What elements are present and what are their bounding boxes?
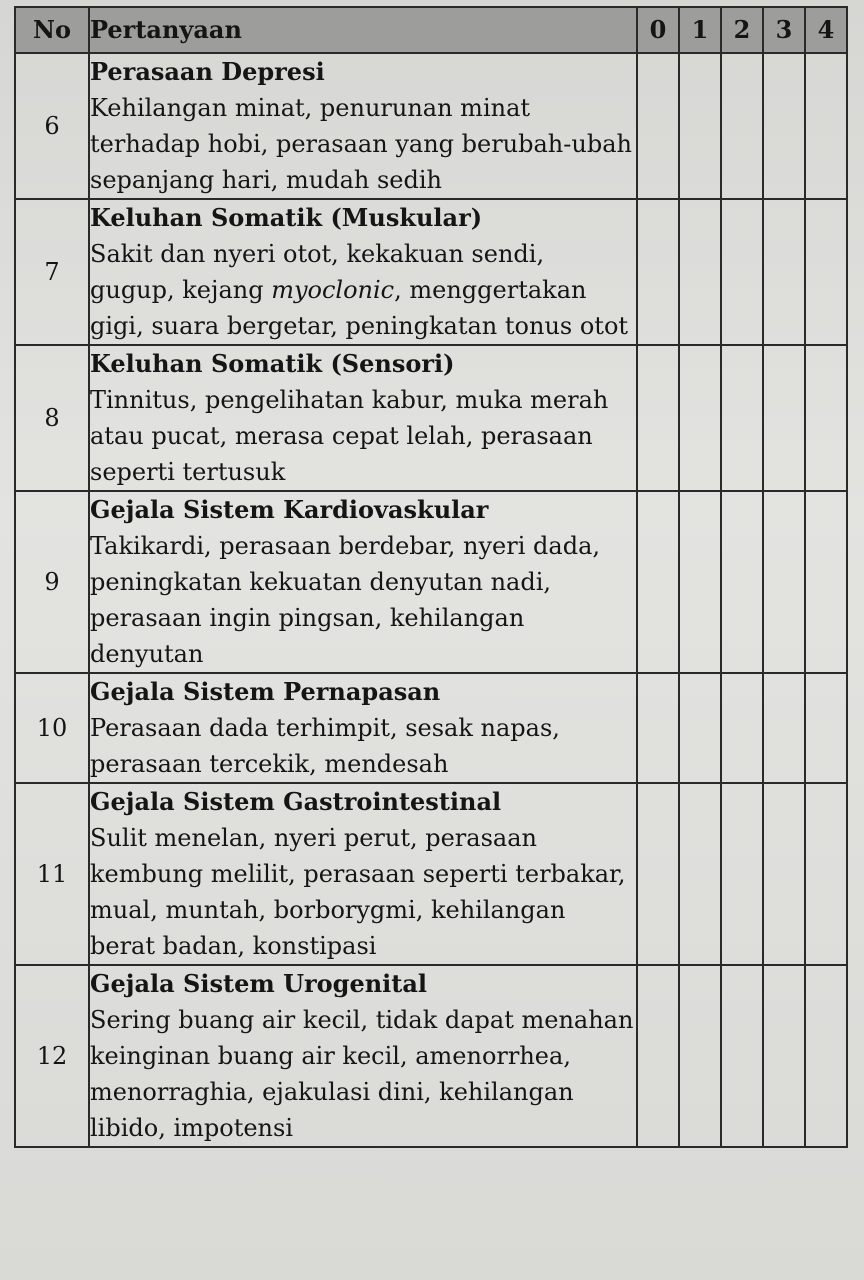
- question-title: Gejala Sistem Pernapasan: [90, 677, 441, 706]
- row-number: 6: [15, 53, 89, 199]
- score-cell-1[interactable]: [679, 53, 721, 199]
- question-cell: [89, 673, 637, 783]
- questionnaire-table: [14, 6, 848, 1148]
- score-cell-2[interactable]: [721, 491, 763, 673]
- score-cell-3[interactable]: [763, 673, 805, 783]
- score-cell-1[interactable]: [679, 965, 721, 1147]
- question-cell: [89, 199, 637, 345]
- question-description: Takikardi, perasaan berdebar, nyeri dada, peningkatan kekuatan denyutan nadi, perasaan ingin pingsan, kehilangan denyutan: [90, 532, 600, 668]
- question-description: Kehilangan minat, penurunan minat terhadap hobi, perasaan yang berubah-ubah sepanjang hari, mudah sedih: [90, 94, 632, 194]
- row-number: 8: [15, 345, 89, 491]
- score-cell-1[interactable]: [679, 345, 721, 491]
- table-row: [15, 345, 847, 491]
- score-cell-0[interactable]: [637, 783, 679, 965]
- table-row: [15, 491, 847, 673]
- score-cell-3[interactable]: [763, 783, 805, 965]
- header-score-3: 3: [763, 7, 805, 53]
- description-italic-term: myoclonic: [271, 276, 395, 304]
- score-cell-4[interactable]: [805, 199, 847, 345]
- score-cell-3[interactable]: [763, 345, 805, 491]
- score-cell-1[interactable]: [679, 491, 721, 673]
- score-cell-2[interactable]: [721, 53, 763, 199]
- row-number: 11: [15, 783, 89, 965]
- score-cell-0[interactable]: [637, 965, 679, 1147]
- header-question: Pertanyaan: [89, 7, 637, 53]
- table-row: [15, 199, 847, 345]
- row-number: 9: [15, 491, 89, 673]
- question-title: Gejala Sistem Urogenital: [90, 969, 428, 998]
- score-cell-2[interactable]: [721, 783, 763, 965]
- score-cell-3[interactable]: [763, 491, 805, 673]
- description-text: , menggertakan gigi, suara bergetar, peningkatan tonus otot: [90, 276, 629, 340]
- table-row: [15, 53, 847, 199]
- table-row: [15, 783, 847, 965]
- score-cell-4[interactable]: [805, 345, 847, 491]
- table-row: [15, 673, 847, 783]
- question-cell: [89, 965, 637, 1147]
- score-cell-2[interactable]: [721, 673, 763, 783]
- score-cell-3[interactable]: [763, 965, 805, 1147]
- question-description: Perasaan dada terhimpit, sesak napas, perasaan tercekik, mendesah: [90, 714, 560, 778]
- question-cell: [89, 53, 637, 199]
- score-cell-4[interactable]: [805, 53, 847, 199]
- question-description: Tinnitus, pengelihatan kabur, muka merah atau pucat, merasa cepat lelah, perasaan seperti tertusuk: [90, 386, 609, 486]
- row-number: 7: [15, 199, 89, 345]
- score-cell-4[interactable]: [805, 673, 847, 783]
- score-cell-4[interactable]: [805, 783, 847, 965]
- header-score-2: 2: [721, 7, 763, 53]
- question-title: Gejala Sistem Kardiovaskular: [90, 495, 489, 524]
- row-number: 10: [15, 673, 89, 783]
- score-cell-4[interactable]: [805, 965, 847, 1147]
- score-cell-0[interactable]: [637, 199, 679, 345]
- score-cell-4[interactable]: [805, 491, 847, 673]
- score-cell-0[interactable]: [637, 491, 679, 673]
- score-cell-2[interactable]: [721, 199, 763, 345]
- question-title: Perasaan Depresi: [90, 57, 325, 86]
- question-description: Sering buang air kecil, tidak dapat menahan keinginan buang air kecil, amenorrhea, menorraghia, ejakulasi dini, kehilangan libido, impotensi: [90, 1006, 634, 1142]
- question-title: Keluhan Somatik (Muskular): [90, 203, 483, 232]
- header-score-4: 4: [805, 7, 847, 53]
- score-cell-3[interactable]: [763, 53, 805, 199]
- question-cell: [89, 491, 637, 673]
- description-text: Sakit dan nyeri otot, kekakuan sendi, gugup, kejang: [90, 240, 545, 304]
- table-header: [15, 7, 847, 53]
- header-no: No: [15, 7, 89, 53]
- score-cell-1[interactable]: [679, 783, 721, 965]
- question-description: Sulit menelan, nyeri perut, perasaan kembung melilit, perasaan seperti terbakar, mual, muntah, borborygmi, kehilangan berat badan, konstipasi: [90, 824, 626, 960]
- row-number: 12: [15, 965, 89, 1147]
- header-score-1: 1: [679, 7, 721, 53]
- score-cell-0[interactable]: [637, 53, 679, 199]
- header-row: [15, 7, 847, 53]
- score-cell-0[interactable]: [637, 673, 679, 783]
- question-title: Keluhan Somatik (Sensori): [90, 349, 455, 378]
- score-cell-1[interactable]: [679, 199, 721, 345]
- question-cell: [89, 783, 637, 965]
- question-cell: [89, 345, 637, 491]
- score-cell-2[interactable]: [721, 345, 763, 491]
- score-cell-2[interactable]: [721, 965, 763, 1147]
- score-cell-3[interactable]: [763, 199, 805, 345]
- header-score-0: 0: [637, 7, 679, 53]
- score-cell-0[interactable]: [637, 345, 679, 491]
- score-cell-1[interactable]: [679, 673, 721, 783]
- question-title: Gejala Sistem Gastrointestinal: [90, 787, 502, 816]
- question-description: [90, 236, 636, 344]
- table-body: [15, 53, 847, 1147]
- table-row: [15, 965, 847, 1147]
